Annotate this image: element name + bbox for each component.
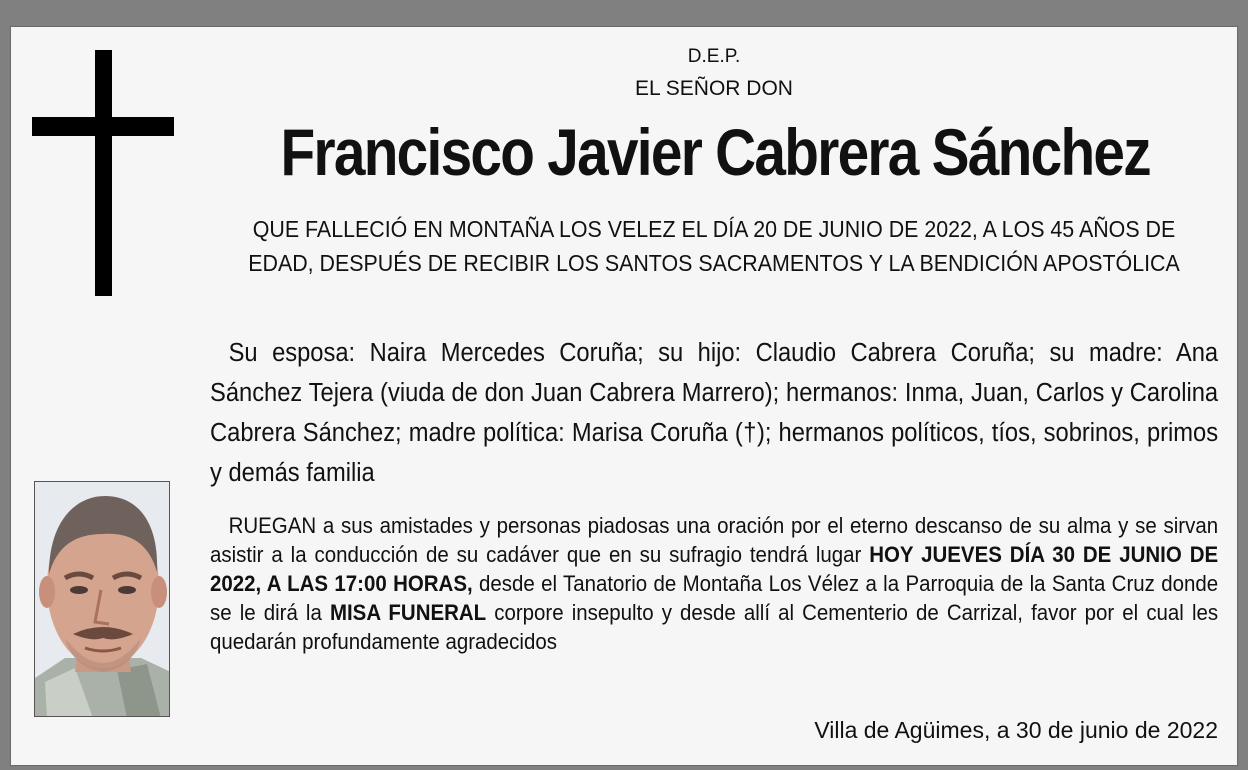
place-date: Villa de Agüimes, a 30 de junio de 2022 <box>814 717 1218 743</box>
family-paragraph: Su esposa: Naira Mercedes Coruña; su hijo: Claudio Cabrera Coruña; su madre: Ana Sánchez Tejera (viuda de don Juan Cabrera Marrero); hermanos: Inma, Juan, Carlos y Carolina Cabrera Sánchez; madre política: Marisa Coruña (†); hermanos políticos, tíos, sobrinos, primos y demás familia <box>210 339 1219 487</box>
request-intro: RUEGAN a sus amistades y personas piadosas una oración por el eterno descanso de su alma y se sirvan asistir a la conducción de su cadáver que en su sufragio tendrá lugar <box>210 513 1219 567</box>
portrait-image <box>35 482 170 717</box>
cross-icon <box>95 50 112 296</box>
dep-label: D.E.P. <box>687 46 741 67</box>
deceased-name: Francisco Javier Cabrera Sánchez <box>280 115 1150 189</box>
funeral-mass: MISA FUNERAL <box>329 600 487 625</box>
request-paragraph <box>210 511 1218 656</box>
death-notice: QUE FALLECIÓ EN MONTAÑA LOS VELEZ EL DÍA 20 DE JUNIO DE 2022, A LOS 45 AÑOS DE EDAD, DESPUÉS DE RECIBIR LOS SANTOS SACRAMENTOS Y LA BENDICIÓN APOSTÓLICA <box>248 216 1180 276</box>
cross-icon-bar <box>32 117 174 136</box>
request-end: corpore insepulto y desde allí al Cementerio de Carrizal, favor por el cual les quedarán profundamente agradecidos <box>210 600 1219 654</box>
request-middle: desde el Tanatorio de Montaña Los Vélez a la Parroquia de la Santa Cruz donde se le dirá la <box>210 571 1219 625</box>
portrait-photo <box>34 481 170 717</box>
service-datetime: HOY JUEVES DÍA 30 DE JUNIO DE 2022, A LAS 17:00 HORAS, <box>210 542 1219 596</box>
title-label: EL SEÑOR DON <box>635 77 793 100</box>
